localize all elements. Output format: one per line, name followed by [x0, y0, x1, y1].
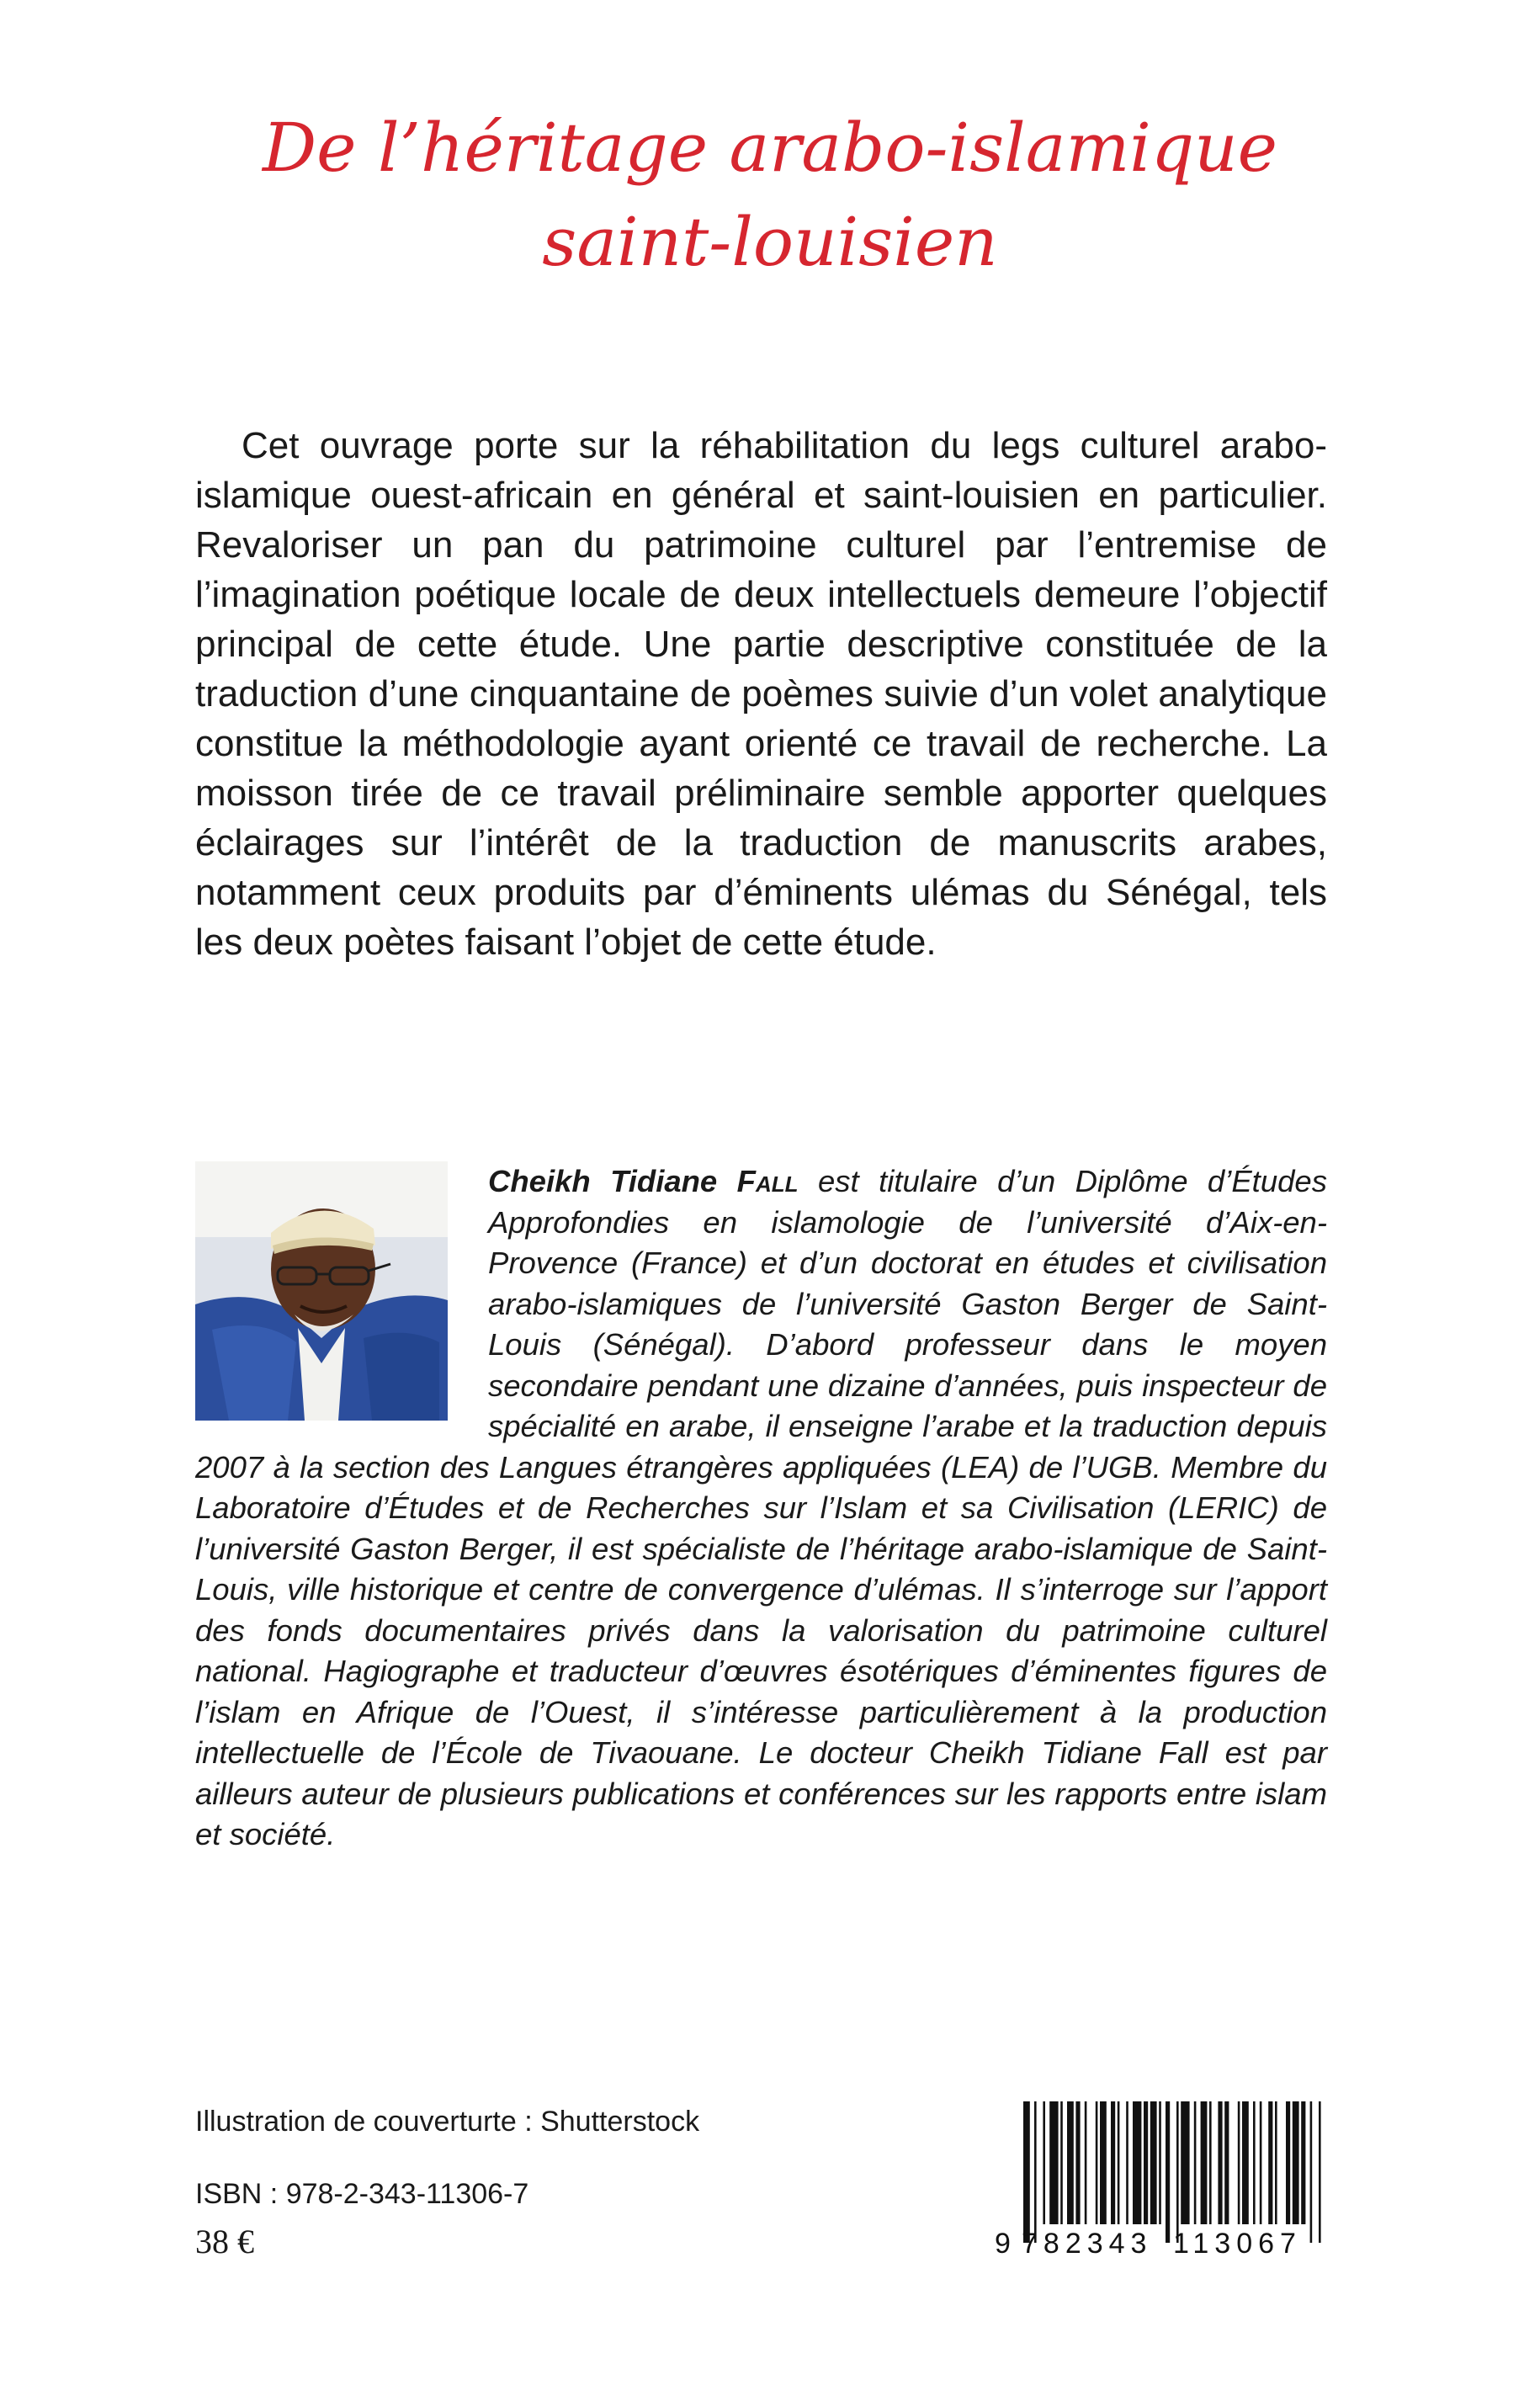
title-line-1: De l’héritage arabo-islamique: [263, 109, 1277, 187]
barcode: [993, 2098, 1338, 2258]
cover-credit: Illustration de couverturte : Shutterstock: [195, 2106, 700, 2138]
barcode-bar: [1209, 2101, 1212, 2224]
barcode-bar: [1067, 2101, 1074, 2224]
barcode-bar: [1118, 2101, 1120, 2224]
isbn: ISBN : 978-2-343-11306-7: [195, 2178, 529, 2210]
barcode-bar: [1111, 2101, 1115, 2224]
barcode-bar: [1159, 2101, 1161, 2224]
barcode-bar: [1301, 2101, 1305, 2224]
barcode-bar: [1293, 2101, 1299, 2224]
barcode-bar: [1096, 2101, 1098, 2224]
bio-text: est titulaire d’un Diplôme d’Études Approfondies en islamologie de l’université d’Aix-en-Provence (France) et d’un doctorat en études et civilisation arabo-islamiques de l’université Gaston Berger de Saint-Louis (Sénégal). D’abord professeur dans le moyen secondaire pendant une dizaine d’années, puis inspecteur de spécialité en arabe, il enseigne l’arabe et la traduction depuis 2007 à la section des Langues étrangères appliquées (LEA) de l’UGB. Membre du Laboratoire d’Études et de Recherches sur l’Islam et sa Civilisation (LERIC) de l’université Gaston Berger, il est spécialiste de l’héritage arabo-islamique de Saint-Louis, ville historique et centre de convergence d’ulémas. Il s’interroge sur l’apport des fonds documentaires privés dans la valorisation du patrimoine culturel national. Hagiographe et traducteur d’œuvres ésotériques d’éminentes figures de l’islam en Afrique de l’Ouest, il s’intéresse particulièrement à la production intellectuelle de l’École de Tivaouane. Le docteur Cheikh Tidiane Fall est par ailleurs auteur de plusieurs publications et conférences sur les rapports entre islam et société.: [195, 1164, 1327, 1851]
barcode-bar: [1034, 2101, 1037, 2243]
barcode-bar: [1133, 2101, 1141, 2224]
summary-paragraph: Cet ouvrage porte sur la réhabilitation du legs culturel arabo-islamique ouest-africain en général et saint-louisien en particulier. Revaloriser un pan du patrimoine culturel par l’entremise de l’imagination poétique locale de deux intellectuels demeure l’objectif principal de cette étude. Une partie descriptive constituée de la traduction d’une cinquantaine de poèmes suivie d’un volet analytique constitue la méthodologie ayant orienté ce travail de recherche. La moisson tirée de ce travail préliminaire semble apporter quelques éclairages sur l’intérêt de la traduction de manuscrits arabes, notamment ceux produits par d’éminents ulémas du Sénégal, tels les deux poètes faisant l’objet de cette étude.: [195, 425, 1327, 963]
author-portrait-illustration: [195, 1161, 448, 1421]
barcode-bar: [1275, 2101, 1277, 2224]
barcode-bar: [1286, 2101, 1290, 2224]
barcode-bar: [1144, 2101, 1148, 2224]
author-name: [488, 1164, 799, 1198]
barcode-bar: [1049, 2101, 1058, 2224]
barcode-bar: [1043, 2101, 1045, 2224]
barcode-right-digits: 113067: [1173, 2228, 1302, 2258]
price: 38 €: [195, 2223, 254, 2260]
barcode-bar: [1085, 2101, 1087, 2224]
barcode-bar: [1150, 2101, 1157, 2224]
barcode-bar: [1075, 2101, 1080, 2224]
book-title: [0, 101, 1540, 289]
title-line-2: saint-louisien: [542, 203, 998, 281]
author-photo: [195, 1161, 448, 1421]
barcode-bar: [1310, 2101, 1313, 2243]
barcode-bar: [1176, 2101, 1179, 2243]
barcode-left-digits: 782343: [1022, 2228, 1153, 2258]
barcode-bar: [1224, 2101, 1229, 2224]
barcode-bar: [1166, 2101, 1170, 2243]
barcode-bar: [1126, 2101, 1128, 2224]
barcode-first-digit: 9: [995, 2228, 1011, 2258]
barcode-bar: [1268, 2101, 1272, 2224]
barcode-bar: [1060, 2101, 1063, 2224]
barcode-bar: [1023, 2101, 1030, 2243]
author-last-name: Fall: [736, 1164, 799, 1198]
barcode-bar: [1253, 2101, 1256, 2224]
barcode-bar: [1181, 2101, 1189, 2224]
barcode-bar: [1319, 2101, 1321, 2243]
barcode-bar: [1238, 2101, 1240, 2224]
author-first-name: Cheikh Tidiane: [488, 1164, 718, 1198]
barcode-bar: [1260, 2101, 1262, 2224]
author-bio: [195, 1161, 1327, 1856]
barcode-bar: [1100, 2101, 1107, 2224]
barcode-bar: [1201, 2101, 1208, 2224]
barcode-bar: [1194, 2101, 1197, 2224]
barcode-bar: [1218, 2101, 1222, 2224]
barcode-bar: [1242, 2101, 1249, 2224]
